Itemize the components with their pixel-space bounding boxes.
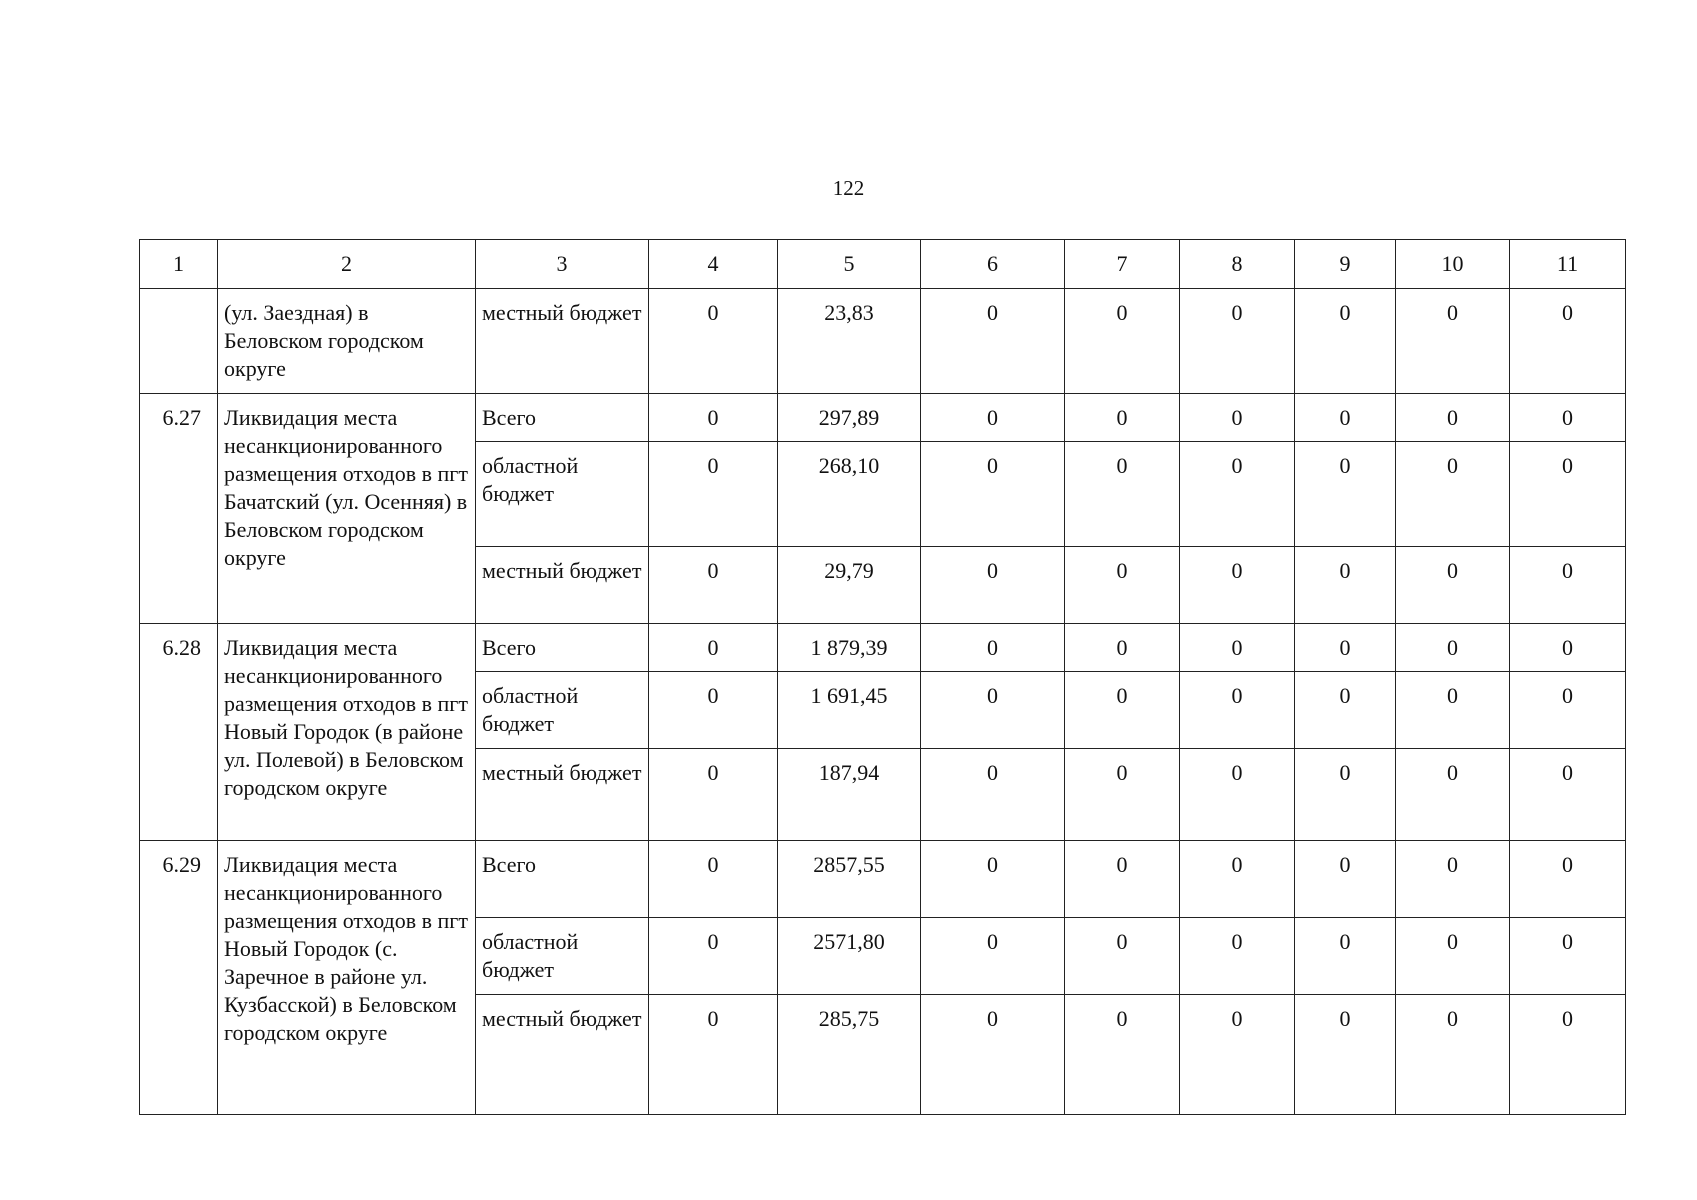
value-cell: 23,83 [778, 289, 921, 394]
value-cell: 0 [1295, 749, 1396, 841]
value-cell: 0 [1180, 841, 1295, 918]
table-body [140, 240, 1626, 1115]
value-cell: 0 [1180, 547, 1295, 624]
value-cell: 0 [1510, 394, 1626, 442]
value-cell: 0 [1396, 995, 1510, 1115]
value-cell: 2857,55 [778, 841, 921, 918]
value-cell: 0 [1065, 995, 1180, 1115]
value-cell: 0 [1510, 672, 1626, 749]
funding-source-cell: местный бюджет [476, 289, 649, 394]
value-cell: 0 [1180, 749, 1295, 841]
value-cell: 0 [1396, 394, 1510, 442]
value-cell: 0 [1180, 394, 1295, 442]
value-cell: 0 [921, 394, 1065, 442]
value-cell: 0 [649, 547, 778, 624]
header-cell: 8 [1180, 240, 1295, 289]
value-cell: 0 [921, 624, 1065, 672]
funding-source-cell: местный бюджет [476, 547, 649, 624]
table-row [140, 841, 1626, 918]
funding-source-cell: местный бюджет [476, 995, 649, 1115]
value-cell: 0 [1295, 289, 1396, 394]
value-cell: 0 [1065, 918, 1180, 995]
value-cell: 0 [1065, 289, 1180, 394]
value-cell: 0 [1396, 749, 1510, 841]
value-cell: 0 [649, 918, 778, 995]
value-cell: 0 [1065, 841, 1180, 918]
header-cell: 7 [1065, 240, 1180, 289]
value-cell: 0 [1180, 289, 1295, 394]
value-cell: 187,94 [778, 749, 921, 841]
table-row [140, 289, 1626, 394]
header-cell: 2 [218, 240, 476, 289]
value-cell: 0 [1065, 394, 1180, 442]
value-cell: 0 [649, 624, 778, 672]
value-cell: 0 [1295, 624, 1396, 672]
header-cell: 6 [921, 240, 1065, 289]
value-cell: 0 [921, 442, 1065, 547]
value-cell: 0 [1065, 624, 1180, 672]
page-number: 122 [832, 176, 865, 200]
row-number-cell: 6.28 [140, 624, 218, 841]
value-cell: 0 [1065, 749, 1180, 841]
funding-source-cell: областной бюджет [476, 918, 649, 995]
value-cell: 0 [1510, 841, 1626, 918]
value-cell: 0 [1396, 547, 1510, 624]
value-cell: 0 [1396, 672, 1510, 749]
value-cell: 0 [1295, 547, 1396, 624]
value-cell: 285,75 [778, 995, 921, 1115]
value-cell: 0 [1065, 547, 1180, 624]
value-cell: 0 [1396, 624, 1510, 672]
value-cell: 0 [1295, 918, 1396, 995]
value-cell: 0 [1180, 995, 1295, 1115]
description-cell: Ликвидация места несанкционированного размещения отходов в пгт Новый Городок (с. Заречное в районе ул. Кузбасской) в Беловском городском округе [218, 841, 476, 1115]
value-cell: 0 [649, 841, 778, 918]
value-cell: 0 [1180, 918, 1295, 995]
value-cell: 0 [921, 918, 1065, 995]
value-cell: 1 879,39 [778, 624, 921, 672]
description-cell: Ликвидация места несанкционированного размещения отходов в пгт Новый Городок (в районе ул. Полевой) в Беловском городском округе [218, 624, 476, 841]
funding-source-cell: областной бюджет [476, 672, 649, 749]
value-cell: 0 [1065, 672, 1180, 749]
table-row [140, 394, 1626, 442]
value-cell: 0 [1180, 672, 1295, 749]
value-cell: 0 [1295, 995, 1396, 1115]
value-cell: 297,89 [778, 394, 921, 442]
value-cell: 1 691,45 [778, 672, 921, 749]
value-cell: 0 [1510, 289, 1626, 394]
value-cell: 0 [1510, 749, 1626, 841]
value-cell: 0 [649, 442, 778, 547]
value-cell: 0 [1396, 841, 1510, 918]
value-cell: 0 [1295, 442, 1396, 547]
header-cell: 9 [1295, 240, 1396, 289]
value-cell: 0 [1295, 672, 1396, 749]
header-cell: 11 [1510, 240, 1626, 289]
value-cell: 0 [921, 749, 1065, 841]
value-cell: 0 [921, 289, 1065, 394]
description-cell: Ликвидация места несанкционированного размещения отходов в пгт Бачатский (ул. Осенняя) в Беловском городском округе [218, 394, 476, 624]
value-cell: 0 [649, 289, 778, 394]
header-cell: 4 [649, 240, 778, 289]
value-cell: 0 [1295, 394, 1396, 442]
value-cell: 268,10 [778, 442, 921, 547]
value-cell: 0 [1180, 624, 1295, 672]
funding-source-cell: областной бюджет [476, 442, 649, 547]
value-cell: 0 [1510, 442, 1626, 547]
header-cell: 1 [140, 240, 218, 289]
value-cell: 0 [649, 749, 778, 841]
value-cell: 0 [1295, 841, 1396, 918]
header-cell: 3 [476, 240, 649, 289]
value-cell: 0 [649, 672, 778, 749]
value-cell: 0 [1180, 442, 1295, 547]
funding-source-cell: Всего [476, 841, 649, 918]
value-cell: 0 [1510, 547, 1626, 624]
funding-source-cell: Всего [476, 394, 649, 442]
value-cell: 0 [1510, 624, 1626, 672]
header-cell: 10 [1396, 240, 1510, 289]
value-cell: 0 [649, 995, 778, 1115]
value-cell: 2571,80 [778, 918, 921, 995]
value-cell: 0 [1065, 442, 1180, 547]
value-cell: 0 [921, 547, 1065, 624]
value-cell: 0 [921, 672, 1065, 749]
funding-source-cell: Всего [476, 624, 649, 672]
description-cell: (ул. Заездная) в Беловском городском округе [218, 289, 476, 394]
row-number-cell: 6.27 [140, 394, 218, 624]
header-row [140, 240, 1626, 289]
value-cell: 0 [1396, 289, 1510, 394]
value-cell: 0 [649, 394, 778, 442]
value-cell: 0 [921, 841, 1065, 918]
funding-source-cell: местный бюджет [476, 749, 649, 841]
table-row [140, 624, 1626, 672]
budget-table [139, 239, 1626, 1115]
row-number-cell: 6.29 [140, 841, 218, 1115]
value-cell: 0 [1510, 995, 1626, 1115]
value-cell: 0 [921, 995, 1065, 1115]
value-cell: 0 [1396, 918, 1510, 995]
value-cell: 29,79 [778, 547, 921, 624]
value-cell: 0 [1396, 442, 1510, 547]
value-cell: 0 [1510, 918, 1626, 995]
header-cell: 5 [778, 240, 921, 289]
row-number-cell [140, 289, 218, 394]
